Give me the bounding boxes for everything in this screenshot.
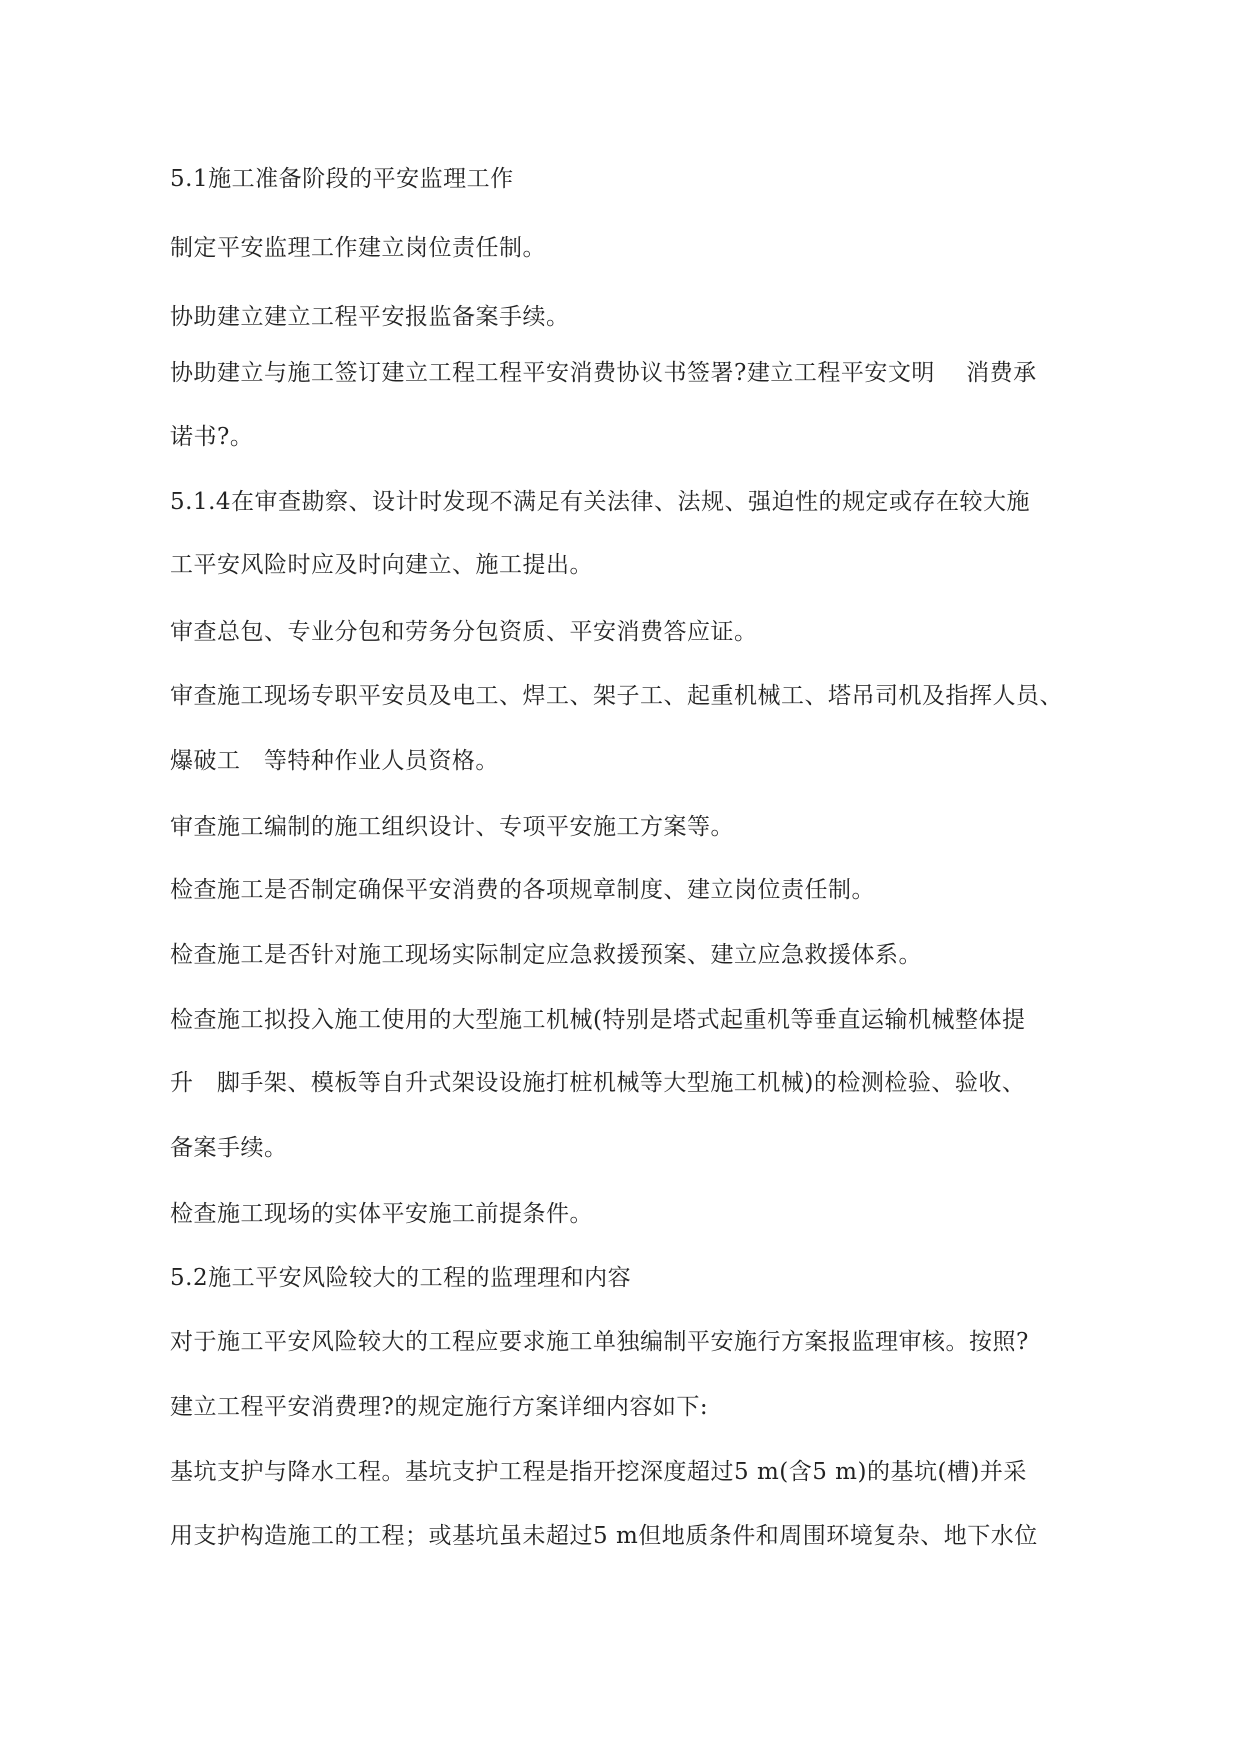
paragraph-line: 协助建立与施工签订建立工程工程平安消费协议书签署?建立工程平安文明 消费承 bbox=[170, 360, 1037, 386]
paragraph-line: 制定平安监理工作建立岗位责任制。 bbox=[170, 235, 546, 261]
paragraph-line: 检查施工拟投入施工使用的大型施工机械(特别是塔式起重机等垂直运输机械整体提 bbox=[170, 1007, 1026, 1033]
paragraph-line: 检查施工是否制定确保平安消费的各项规章制度、建立岗位责任制。 bbox=[170, 877, 875, 903]
paragraph-line: 5.1.4在审查勘察、设计时发现不满足有关法律、法规、强迫性的规定或存在较大施 bbox=[170, 489, 1031, 515]
paragraph-line: 备案手续。 bbox=[170, 1135, 288, 1161]
paragraph-line: 用支护构造施工的工程；或基坑虽未超过5 m但地质条件和周围环境复杂、地下水位 bbox=[170, 1523, 1038, 1549]
paragraph-line: 检查施工现场的实体平安施工前提条件。 bbox=[170, 1201, 593, 1227]
paragraph-line: 升 脚手架、模板等自升式架设设施打桩机械等大型施工机械)的检测检验、验收、 bbox=[170, 1070, 1026, 1096]
paragraph-line: 协助建立建立工程平安报监备案手续。 bbox=[170, 304, 570, 330]
paragraph-line: 检查施工是否针对施工现场实际制定应急救援预案、建立应急救援体系。 bbox=[170, 942, 922, 968]
paragraph-line: 对于施工平安风险较大的工程应要求施工单独编制平安施行方案报监理审核。按照? bbox=[170, 1329, 1029, 1355]
paragraph-line: 爆破工 等特种作业人员资格。 bbox=[170, 748, 499, 774]
paragraph-line: 诺书?。 bbox=[170, 424, 254, 450]
paragraph-line: 工平安风险时应及时向建立、施工提出。 bbox=[170, 552, 593, 578]
paragraph-line: 建立工程平安消费理?的规定施行方案详细内容如下: bbox=[170, 1394, 709, 1420]
paragraph-line: 审查总包、专业分包和劳务分包资质、平安消费答应证。 bbox=[170, 619, 758, 645]
section-heading: 5.1施工准备阶段的平安监理工作 bbox=[170, 166, 514, 192]
paragraph-line: 审查施工现场专职平安员及电工、焊工、架子工、起重机械工、塔吊司机及指挥人员、 bbox=[170, 683, 1063, 709]
paragraph-line: 基坑支护与降水工程。基坑支护工程是指开挖深度超过5 m(含5 m)的基坑(槽)并采 bbox=[170, 1459, 1027, 1485]
paragraph-line: 审查施工编制的施工组织设计、专项平安施工方案等。 bbox=[170, 814, 734, 840]
section-heading: 5.2施工平安风险较大的工程的监理理和内容 bbox=[170, 1265, 632, 1291]
